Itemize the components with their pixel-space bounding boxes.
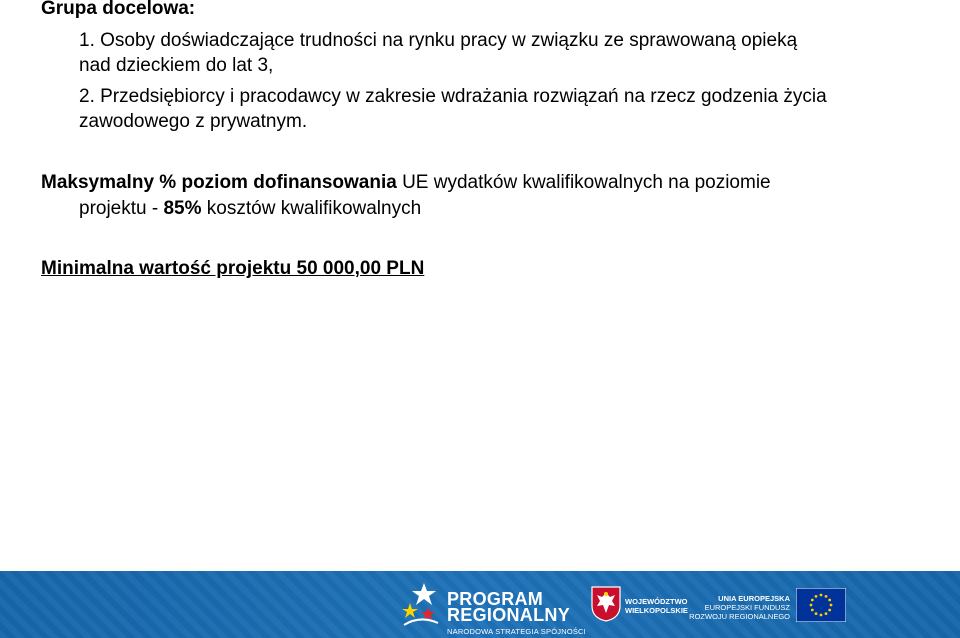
eu-star-icon [825,595,828,598]
wielkopolska-crest-icon [591,586,621,622]
eu-star-icon [825,612,828,615]
eu-text [689,594,790,621]
item2-line1: 2. Przedsiębiorcy i pracodawcy w zakresie wdrażania rozwiązań na rzecz godzenia życia [79,86,827,107]
program-title-line1: PROGRAM [447,589,544,609]
max-line2-post: kosztów kwalifikowalnych [201,198,422,219]
max-cofinancing-label: Maksymalny % poziom dofinansowania [41,172,397,193]
eu-star-icon [815,612,818,615]
program-regionalny-logo-icon [398,577,444,633]
program-subtitle: NARODOWA STRATEGIA SPÓJNOŚCI [447,627,586,636]
eu-star-icon [830,604,833,607]
max-line2-pre: projektu - [79,198,164,219]
min-project-value: Minimalna wartość projektu 50 000,00 PLN [41,258,425,279]
eu-star-icon [815,595,818,598]
eu-star-icon [811,599,814,602]
eu-star-icon [810,604,813,607]
eu-line3: ROZWOJU REGIONALNEGO [689,612,790,621]
wojewodztwo-line1: WOJEWÓDZTWO [625,597,688,606]
item2-line2: zawodowego z prywatnym. [79,111,308,132]
eu-line2: EUROPEJSKI FUNDUSZ [704,603,790,612]
max-cofinancing-line2 [79,198,421,220]
item1-line1: 1. Osoby doświadczające trudności na rynku pracy w związku ze sprawowaną opieką [79,30,798,51]
max-cofinancing-line1 [41,172,771,194]
eu-star-icon [828,609,831,612]
heading-target-group: Grupa docelowa: [41,0,196,19]
eu-star-icon [811,609,814,612]
eu-flag-icon [796,588,846,622]
wojewodztwo-line2: WIELKOPOLSKIE [625,606,688,615]
max-cofinancing-rest: UE wydatków kwalifikowalnych na poziomie [396,172,771,193]
eu-star-icon [828,599,831,602]
item1-line2: nad dzieckiem do lat 3, [79,55,274,76]
eu-line1: UNIA EUROPEJSKA [718,594,790,603]
eu-star-icon [820,614,823,617]
footer-logo-band [0,571,960,638]
program-title-line2: REGIONALNY [447,605,571,625]
max-percentage: 85% [163,198,202,219]
eu-star-icon [820,594,823,597]
